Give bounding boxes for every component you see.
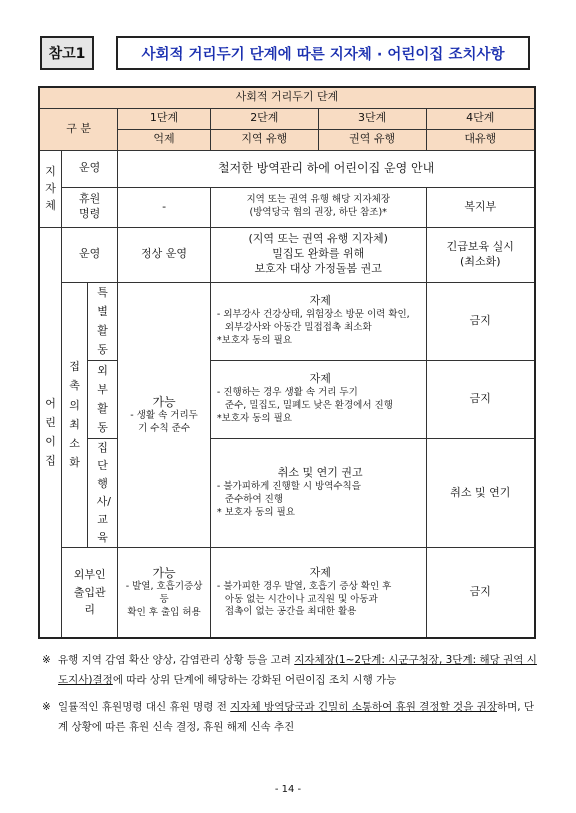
outdoor-activity-stage23	[210, 360, 426, 438]
stage-4-desc: 대유행	[426, 129, 535, 150]
stage-2-name: 2단계	[210, 108, 318, 129]
footnote-1-part3: 에 따라 상위 단계에 해당하는 강화된 어린이집 조치 시행 가능	[112, 674, 397, 687]
operation-stage4-line2: (최소화)	[460, 254, 501, 268]
operation-stage4-line1: 긴급보육 실시	[446, 239, 514, 253]
footnotes	[42, 650, 538, 744]
group-event-label	[88, 438, 118, 548]
stage-1-desc: 억제	[118, 129, 211, 150]
outdoor-activity-stage4: 금지	[426, 360, 535, 438]
operation-stage23-line1: (지역 또는 권역 유행 지자체)	[248, 232, 388, 246]
outdoor-activity-label	[88, 360, 118, 438]
special-activity-label	[88, 282, 118, 360]
group-line1: - 불가피하게 진행할 시 방역수칙을	[216, 481, 361, 493]
footnote-2	[42, 697, 538, 738]
local-gov-closure-stage23	[210, 187, 426, 227]
measures-table	[38, 86, 536, 639]
daycare-label-text: 어린이집	[45, 396, 56, 468]
footnote-1-mark: ※	[42, 654, 51, 666]
daycare-label	[39, 227, 62, 638]
stage-3-desc: 권역 유행	[318, 129, 426, 150]
visitors-label-text: 외부인출입관리	[73, 568, 106, 617]
stage-3-name: 3단계	[318, 108, 426, 129]
local-gov-label	[39, 150, 62, 227]
visitors-stage1-line1: - 발열, 호흡기증상 등	[125, 581, 203, 606]
local-gov-operation-content: 철저한 방역관리 하에 어린이집 운영 안내	[118, 150, 535, 187]
page-number: - 14 -	[274, 784, 302, 795]
footnote-2-part1: 일률적인 휴원명령 대신 휴원 명령 전	[58, 700, 231, 713]
visitors-stage23	[210, 548, 426, 638]
visitors-label	[62, 548, 118, 638]
visitors-stage1	[118, 548, 211, 638]
special-line3: *보호자 동의 필요	[216, 334, 292, 346]
local-gov-operation-label: 운영	[62, 150, 118, 187]
footnote-1-part2: 지자체장(1~2단계: 시군구청장, 3단계: 해당 권역 시도지사)결정	[58, 654, 537, 687]
special-title: 자제	[309, 294, 331, 308]
special-activity-stage4: 금지	[426, 282, 535, 360]
operation-stage23-line3: 보호자 대상 가정돌봄 권고	[254, 261, 382, 275]
daycare-operation-stage23	[210, 227, 426, 282]
outdoor-activity-label-text: 외부활동	[97, 363, 108, 435]
stage-4-name: 4단계	[426, 108, 535, 129]
special-activity-stage23	[210, 282, 426, 360]
local-gov-label-text: 지자체	[45, 164, 56, 213]
footnote-2-mark: ※	[42, 700, 51, 713]
outdoor-title: 자제	[309, 372, 331, 386]
footnote-2-part2: 지자체 방역당국과 긴밀히 소통하여 휴원 결정할 것을 권장	[230, 700, 497, 713]
outdoor-line3: *보호자 동의 필요	[216, 412, 292, 424]
page-title: 사회적 거리두기 단계에 따른 지자체 · 어린이집 조치사항	[116, 36, 530, 70]
outdoor-line1: - 진행하는 경우 생활 속 거리 두기	[216, 387, 358, 399]
outdoor-line2: 준수, 밀집도, 밀폐도 낮은 환경에서 진행	[224, 400, 393, 412]
visitors-stage23-line2: 아동 없는 시간이나 교직원 및 아동과	[224, 593, 378, 605]
visitors-stage4: 금지	[426, 548, 535, 638]
local-gov-closure-stage1: -	[118, 187, 211, 227]
footnote-2-part3: 하며, 단계 상황에 따른 휴원 신속 결정, 휴원 해제 신속 추진	[58, 700, 535, 734]
visitors-stage23-line3: 접촉이 없는 공간을 최대한 활용	[224, 606, 357, 618]
contact-min-label	[62, 282, 88, 548]
local-gov-closure-label: 휴원명령	[79, 192, 101, 220]
visitors-stage1-line2: 확인 후 출입 허용	[127, 607, 201, 619]
contact-stage1-title: 가능	[152, 395, 176, 410]
special-line1: - 외부강사 건강상태, 위험장소 방문 이력 확인,	[216, 309, 410, 321]
group-event-stage23	[210, 438, 426, 548]
contact-stage1	[118, 282, 211, 548]
special-line2: 외부강사와 아동간 밀접접촉 최소화	[224, 322, 372, 334]
local-gov-closure-label-cell	[62, 187, 118, 227]
group-event-stage4: 취소 및 연기	[426, 438, 535, 548]
group-line3: * 보호자 동의 필요	[216, 506, 295, 518]
contact-stage1-desc: - 생활 속 거리두기 수칙 준수	[130, 410, 198, 435]
special-activity-label-text: 특별활동	[97, 285, 108, 357]
group-event-label-text: 집단행사/교육	[96, 440, 111, 545]
visitors-stage23-line1: - 불가피한 경우 발열, 호흡기 증상 확인 후	[216, 580, 392, 592]
visitors-stage1-title: 가능	[152, 566, 176, 581]
footnote-1	[42, 650, 538, 691]
operation-stage23-line2: 밀집도 완화를 위해	[272, 247, 365, 261]
reference-label: 참고1	[40, 36, 94, 70]
stage-1-name: 1단계	[118, 108, 211, 129]
local-gov-closure-stage4: 복지부	[426, 187, 535, 227]
closure-stage23-line1: 지역 또는 권역 유행 해당 지자체장	[246, 194, 391, 206]
daycare-operation-label: 운영	[62, 227, 118, 282]
group-line2: 준수하여 진행	[224, 493, 284, 505]
contact-min-label-text: 접촉의최소화	[69, 360, 80, 470]
group-title: 취소 및 연기 권고	[277, 466, 363, 480]
daycare-operation-stage4	[426, 227, 535, 282]
table-top-header: 사회적 거리두기 단계	[39, 87, 535, 108]
gubun-header: 구 분	[39, 108, 118, 150]
closure-stage23-line2: (방역당국 협의 권장, 하단 참조)*	[249, 207, 387, 218]
footnote-1-part1: 유행 지역 감염 확산 양상, 감염관리 상황 등을 고려	[58, 654, 295, 666]
visitors-stage23-title: 자제	[309, 565, 331, 579]
stage-2-desc: 지역 유행	[210, 129, 318, 150]
daycare-operation-stage1: 정상 운영	[118, 227, 211, 282]
